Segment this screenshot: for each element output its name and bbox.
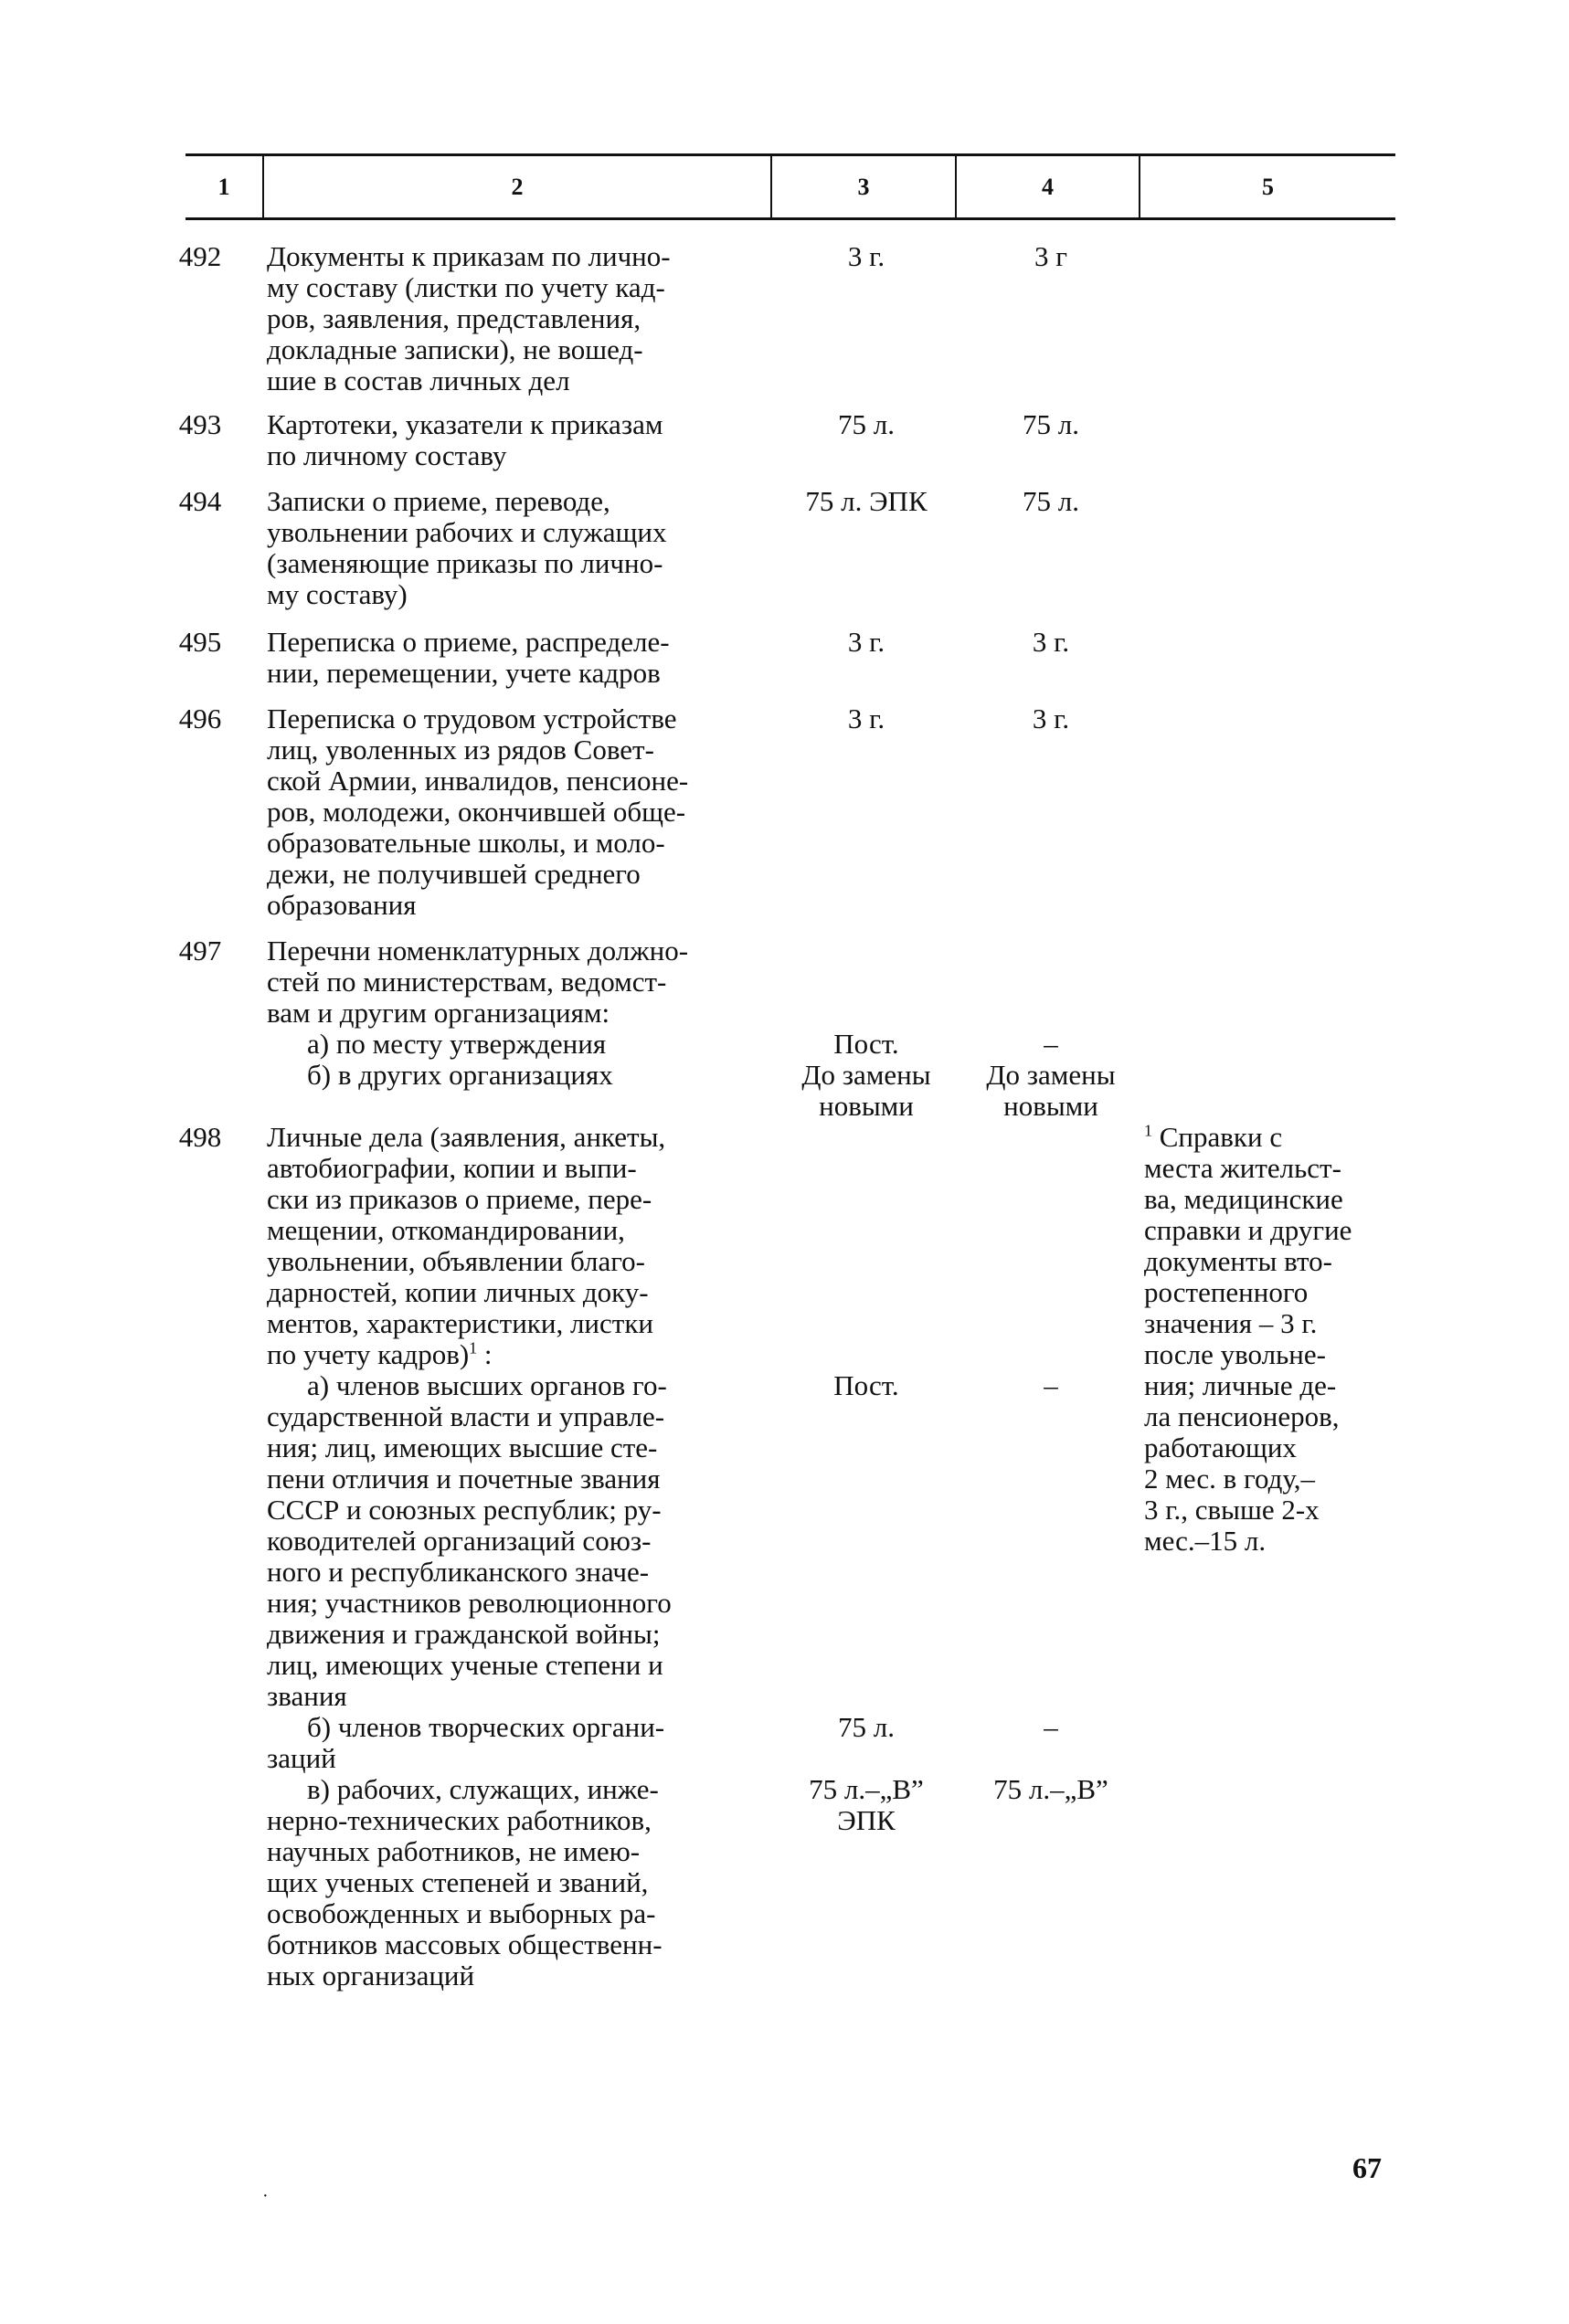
row-description: Переписка о трудовом устройстве лиц, уволенных из рядов Совет- ской Армии, инвалидов, пенсионе- ров, молодежи, окончившей обще- образовательные школы, и моло- дежи, не получившей среднего образования	[267, 702, 689, 921]
footnote-reference: 1	[469, 1338, 478, 1357]
scan-speck: ·	[262, 2186, 269, 2206]
subitem-b: б) членов творческих органи-	[307, 1711, 665, 1743]
subitem-v: в) рабочих, служащих, инже-	[307, 1773, 659, 1805]
page-number: 67	[1352, 2151, 1382, 2184]
row-description: Записки о приеме, переводе, увольнении рабочих и служащих (заменяющие приказы по лично- му составу)	[267, 485, 667, 610]
subitem-b-col3: До замены новыми	[801, 1059, 931, 1122]
row-number: 494	[178, 485, 222, 517]
row-number: 497	[178, 935, 222, 967]
subitem-a-col4: –	[1044, 1028, 1058, 1060]
row-term-col3: 3 г.	[847, 240, 885, 272]
table-top-rule	[186, 153, 1395, 156]
row-term-col3: 75 л. ЭПК	[805, 485, 928, 517]
subitem-a-col4: –	[1044, 1369, 1058, 1401]
row-description: Личные дела (заявления, анкеты, автобиографии, копии и выпи- ски из приказов о приеме, пере- мещении, откомандировании, увольнении, объявлении благо- дарностей, копии личных доку- ментов, характеристики, листки по учету кадров)$^1$ : а) членов высших органов го- сударственной власти и управле- ния; лиц, имеющих высшие сте- пени отличия и почетные звания СССР и союзных республик; ру- ководителей организаций союз- ного и республиканского значе- ния; участников революционного движения и гражданской войны; лиц, имеющих ученые степени и звания б) членов творческих органи- заций в) рабочих, служащих, инже- нерно-технических работников, научных работников, не имею- щих ученых степеней и званий, освобожденных и выборных ра- ботников массовых общественн- ных организаций	[267, 1122, 765, 1991]
table-header-bottom-rule	[186, 217, 1395, 220]
subitem-a: а) по месту утверждения	[307, 1028, 607, 1060]
header-col-5: 5	[1262, 174, 1274, 200]
row-description: Документы к приказам по лично- му составу (листки по учету кад- ров, заявления, представления, докладные записки), не вошед- шие в состав личных дел	[267, 240, 671, 396]
subitem-b-col4: До замены новыми	[986, 1059, 1116, 1122]
row-term-col4: 3 г.	[1032, 626, 1070, 658]
subitem-v-col4: 75 л.–„В”	[993, 1773, 1108, 1805]
note-marker: 1	[1144, 1121, 1152, 1140]
row-term-col3: 75 л.	[838, 408, 895, 440]
subitem-a-col3: Пост.	[833, 1028, 899, 1060]
subitem-a-col3: Пост.	[833, 1369, 899, 1401]
row-number: 493	[178, 408, 222, 440]
row-number: 498	[178, 1121, 222, 1153]
row-term-col4: 75 л.	[1023, 485, 1079, 517]
subitem-b-col3: 75 л.	[838, 1711, 895, 1743]
row-term-col3: 3 г.	[847, 626, 885, 658]
row-number: 496	[178, 702, 222, 734]
header-col-3: 3	[857, 174, 870, 200]
footnote-text: $^1$ Справки с места жительст- ва, медицинские справки и другие документы вто- ростепенного значения – 3 г. после увольне- ния; личные де- ла пенсионеров, работающих 2 мес. в году,– 3 г., свыше 2-х мес.–15 л.	[1144, 1121, 1352, 1557]
row-description: Переписка о приеме, распределе- нии, перемещении, учете кадров	[267, 626, 670, 689]
row-term-col4: 3 г.	[1032, 702, 1070, 734]
row-term-col4: 75 л.	[1023, 408, 1079, 440]
subitem-a: а) членов высших органов го-	[307, 1369, 667, 1401]
row-number: 495	[178, 626, 222, 658]
row-description: Перечни номенклатурных должно- стей по министерствам, ведомст- вам и другим организациям: а) по месту утверждения б) в других организациях	[267, 935, 765, 1091]
row-number: 492	[178, 240, 222, 272]
header-col-1: 1	[217, 174, 230, 200]
subitem-v-col3: 75 л.–„В” ЭПК	[809, 1773, 924, 1836]
header-col-4: 4	[1042, 174, 1054, 200]
row-term-col4: 3 г	[1034, 240, 1067, 272]
row-description: Картотеки, указатели к приказам по личному составу	[267, 408, 663, 471]
subitem-b: б) в других организациях	[307, 1059, 613, 1091]
row-term-col3: 3 г.	[847, 702, 885, 734]
subitem-b-col4: –	[1044, 1711, 1058, 1743]
header-col-2: 2	[511, 174, 524, 200]
